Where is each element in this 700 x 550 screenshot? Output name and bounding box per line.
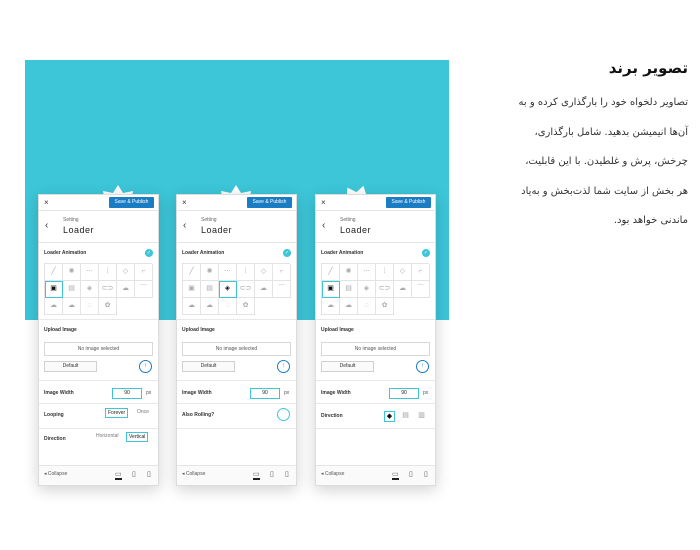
upload-image-label: Upload Image (44, 327, 77, 333)
upload-icon[interactable]: ↑ (139, 360, 152, 373)
forever-option[interactable]: Forever (105, 408, 128, 418)
tablet-preview-icon[interactable]: ▯ (409, 471, 413, 478)
default-button[interactable]: Default (182, 361, 235, 372)
loader-animation-option[interactable]: ⌐ (273, 264, 291, 281)
divider (177, 403, 296, 404)
loader-animation-option[interactable]: ⌐ (135, 264, 153, 281)
check-icon: ✓ (423, 250, 429, 256)
feature-description (470, 58, 688, 236)
loader-animation-option[interactable]: ◈ (219, 281, 237, 298)
loader-animation-option[interactable]: ◇ (117, 264, 135, 281)
breadcrumb: Setting (201, 217, 217, 223)
back-icon[interactable]: ‹ (322, 220, 326, 231)
loader-animation-option[interactable]: ⋯ (219, 264, 237, 281)
divider (316, 319, 435, 320)
divider (316, 428, 435, 429)
loader-animation-label: Loader Animation (44, 250, 87, 256)
desktop-preview-icon[interactable]: ▭ (392, 471, 399, 478)
loader-animation-option[interactable]: ☁ (394, 281, 412, 298)
loader-animation-option[interactable]: ◇ (255, 264, 273, 281)
divider (316, 403, 435, 404)
loader-animation-option[interactable]: ▤ (201, 281, 219, 298)
unit-label: px (146, 390, 152, 396)
collapse-button[interactable]: ◂ Collapse (44, 471, 68, 477)
image-width-label: Image Width (182, 390, 212, 396)
loader-animation-option[interactable]: ▣ (322, 281, 340, 298)
collapse-label: Collapse (185, 471, 206, 477)
loader-animation-option[interactable]: ☁ (63, 298, 81, 315)
loader-animation-option[interactable]: ▣ (45, 281, 63, 298)
feature-line: ماندنی خواهد بود. (613, 215, 688, 226)
panel-toolbar (177, 195, 296, 211)
save-publish-button[interactable]: Save & Publish (386, 197, 431, 208)
panel-title: Loader (63, 225, 95, 235)
loader-animation-option[interactable]: ▤ (340, 281, 358, 298)
divider (39, 428, 158, 429)
feature-line: چرخش، پرش و غلطیدن. با این قابلیت، (525, 156, 688, 167)
check-icon: ✓ (284, 250, 290, 256)
image-width-input[interactable]: 90 (250, 388, 280, 399)
direction-flip-icon[interactable]: ▤ (402, 412, 409, 419)
panel-toolbar (316, 195, 435, 211)
feature-title: تصویر برند (608, 59, 688, 77)
loader-animation-option[interactable]: ✿ (99, 298, 117, 315)
back-icon[interactable]: ‹ (183, 220, 187, 231)
upload-image-label: Upload Image (182, 327, 215, 333)
loader-animation-option[interactable]: ◌ (81, 298, 99, 315)
save-publish-button[interactable]: Save & Publish (109, 197, 154, 208)
loader-animation-option[interactable]: ⊂⊃ (237, 281, 255, 298)
feature-line: هر بخش از سایت شما لذت‌بخش و به‌یاد (521, 185, 688, 197)
loader-animation-option[interactable]: ✺ (63, 264, 81, 281)
collapse-label: Collapse (47, 471, 68, 477)
panel-header (39, 211, 158, 243)
loader-animation-option[interactable]: ☁ (183, 298, 201, 315)
vertical-option[interactable]: Vertical (126, 432, 148, 442)
image-width-input[interactable]: 90 (389, 388, 419, 399)
once-option[interactable]: Once (137, 409, 149, 415)
feature-line: آن‌ها انیمیشن بدهید. شامل بارگذاری، (534, 126, 688, 138)
mobile-preview-icon[interactable]: ▯ (147, 471, 151, 478)
close-icon[interactable]: × (321, 198, 326, 207)
desktop-preview-icon[interactable]: ▭ (115, 471, 122, 478)
loader-animation-option[interactable]: ▤ (63, 281, 81, 298)
loader-animation-option[interactable]: ╱ (322, 264, 340, 281)
loader-animation-option[interactable]: ⁞ (99, 264, 117, 281)
divider (177, 380, 296, 381)
customizer-panel (38, 194, 159, 486)
loader-animation-option[interactable]: ✺ (201, 264, 219, 281)
feature-line: تصاویر دلخواه خود را بارگذاری کرده و به (518, 97, 688, 108)
default-button[interactable]: Default (44, 361, 97, 372)
mobile-preview-icon[interactable]: ▯ (424, 471, 428, 478)
loader-animation-label: Loader Animation (321, 250, 364, 256)
loader-animation-option[interactable]: ◌ (358, 298, 376, 315)
loader-animation-option[interactable]: ☁ (340, 298, 358, 315)
also-rolling-label: Also Rolling? (182, 412, 215, 418)
mobile-preview-icon[interactable]: ▯ (285, 471, 289, 478)
divider (39, 403, 158, 404)
image-width-label: Image Width (44, 390, 74, 396)
loader-animation-option[interactable]: ✿ (237, 298, 255, 315)
loader-animation-option[interactable]: ☁ (45, 298, 63, 315)
no-image-field[interactable]: No image selected (182, 342, 291, 356)
panel-header (316, 211, 435, 243)
loader-animation-option[interactable]: ◈ (358, 281, 376, 298)
loader-animation-option[interactable]: ⋯ (81, 264, 99, 281)
breadcrumb: Setting (63, 217, 79, 223)
collapse-label: Collapse (324, 471, 345, 477)
breadcrumb: Setting (340, 217, 356, 223)
image-width-input[interactable]: 90 (112, 388, 142, 399)
loader-animation-option[interactable]: ╱ (45, 264, 63, 281)
customizer-panel (315, 194, 436, 486)
default-button[interactable]: Default (321, 361, 374, 372)
loader-animation-option[interactable]: ☁ (117, 281, 135, 298)
loader-animation-option[interactable]: ⌒ (135, 281, 153, 298)
panel-title: Loader (201, 225, 233, 235)
unit-label: px (423, 390, 429, 396)
loader-animation-option[interactable]: ⁞ (237, 264, 255, 281)
close-icon[interactable]: × (44, 198, 49, 207)
loader-animation-option[interactable]: ◌ (219, 298, 237, 315)
no-image-field[interactable]: No image selected (321, 342, 430, 356)
loader-animation-grid (44, 263, 152, 315)
check-icon: ✓ (146, 250, 152, 256)
loader-animation-grid (182, 263, 290, 315)
loader-animation-option[interactable]: ☁ (322, 298, 340, 315)
horizontal-option[interactable]: Horizontal (96, 433, 119, 439)
direction-label: Direction (321, 413, 343, 419)
upload-icon[interactable]: ↑ (416, 360, 429, 373)
direction-rotate-icon[interactable]: ◆ (384, 411, 395, 422)
tablet-preview-icon[interactable]: ▯ (132, 471, 136, 478)
loader-animation-option[interactable]: ◇ (394, 264, 412, 281)
divider (39, 380, 158, 381)
panel-footer (177, 465, 296, 485)
loader-animation-option[interactable]: ⋯ (358, 264, 376, 281)
collapse-button[interactable]: ◂ Collapse (321, 471, 345, 477)
loader-animation-option[interactable]: ⁞ (376, 264, 394, 281)
upload-image-label: Upload Image (321, 327, 354, 333)
panel-footer (316, 465, 435, 485)
loader-animation-label: Loader Animation (182, 250, 225, 256)
loader-animation-option[interactable]: ⌒ (412, 281, 430, 298)
desktop-preview-icon[interactable]: ▭ (253, 471, 260, 478)
divider (316, 380, 435, 381)
loader-animation-option[interactable]: ╱ (183, 264, 201, 281)
also-rolling-toggle[interactable] (277, 408, 290, 421)
save-publish-button[interactable]: Save & Publish (247, 197, 292, 208)
panel-toolbar (39, 195, 158, 211)
image-width-label: Image Width (321, 390, 351, 396)
direction-roll-icon[interactable]: ▥ (418, 412, 425, 419)
direction-label: Direction (44, 436, 66, 442)
unit-label: px (284, 390, 290, 396)
loader-animation-option[interactable]: ⊂⊃ (376, 281, 394, 298)
loader-animation-option[interactable]: ◈ (81, 281, 99, 298)
divider (177, 428, 296, 429)
loader-animation-option[interactable]: ☁ (255, 281, 273, 298)
customizer-panel (176, 194, 297, 486)
loader-animation-option[interactable]: ☁ (201, 298, 219, 315)
panel-header (177, 211, 296, 243)
loader-animation-grid (321, 263, 429, 315)
loader-animation-option[interactable]: ⌐ (412, 264, 430, 281)
back-icon[interactable]: ‹ (45, 220, 49, 231)
loader-animation-option[interactable]: ✺ (340, 264, 358, 281)
tablet-preview-icon[interactable]: ▯ (270, 471, 274, 478)
loader-animation-option[interactable]: ⊂⊃ (99, 281, 117, 298)
close-icon[interactable]: × (182, 198, 187, 207)
loader-animation-option[interactable]: ▣ (183, 281, 201, 298)
looping-label: Looping (44, 412, 64, 418)
loader-animation-option[interactable]: ⌒ (273, 281, 291, 298)
collapse-button[interactable]: ◂ Collapse (182, 471, 206, 477)
upload-icon[interactable]: ↑ (277, 360, 290, 373)
divider (39, 319, 158, 320)
panel-title: Loader (340, 225, 372, 235)
loader-animation-option[interactable]: ✿ (376, 298, 394, 315)
no-image-field[interactable]: No image selected (44, 342, 153, 356)
panel-footer (39, 465, 158, 485)
divider (177, 319, 296, 320)
